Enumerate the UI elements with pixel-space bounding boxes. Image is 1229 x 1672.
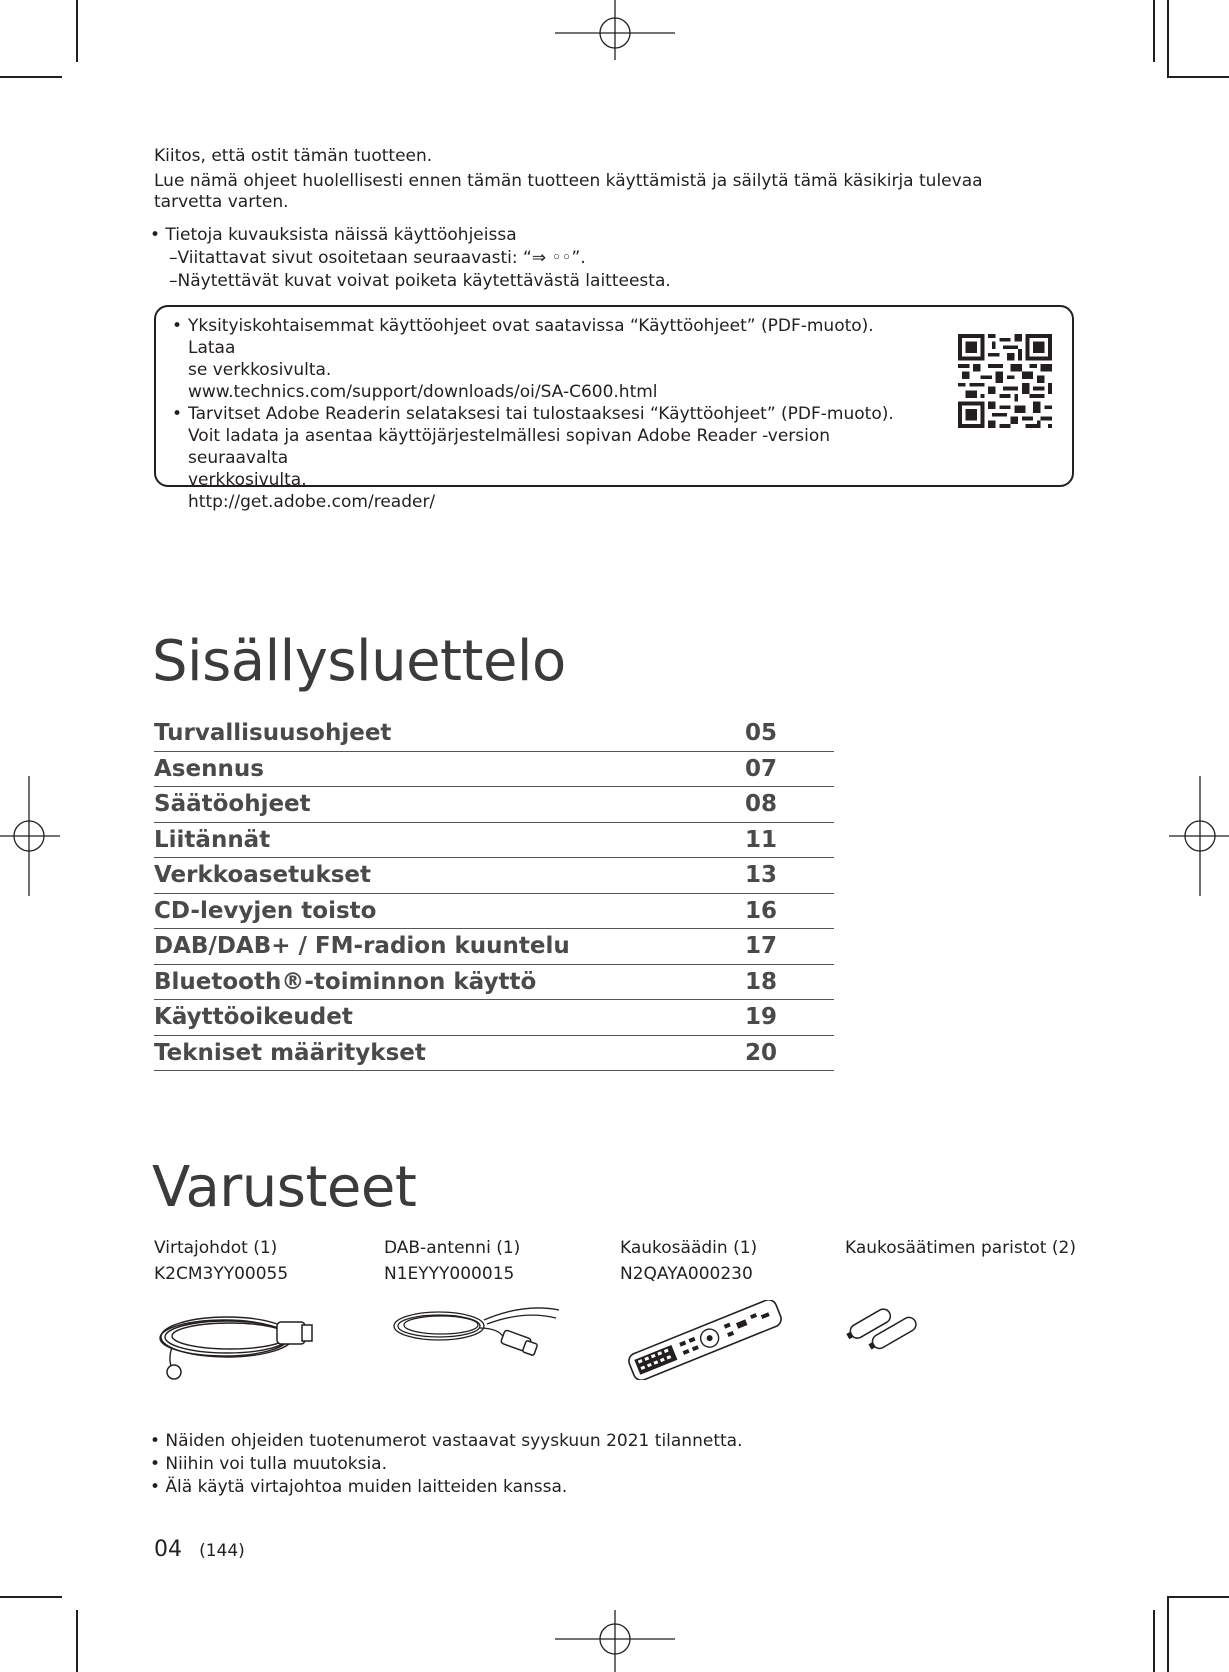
toc-row-saatoohjeet[interactable]: Säätöohjeet 08: [154, 787, 834, 823]
page-footer: [154, 1537, 245, 1562]
accessory-dab-antenna: [384, 1235, 520, 1287]
intro: [154, 146, 1054, 217]
registration-mark-top: [555, 0, 675, 60]
registration-mark-right: [1169, 776, 1229, 896]
toc-row-dab-fm-radio[interactable]: DAB/DAB+ / FM-radion kuuntelu 17: [154, 929, 834, 965]
accessory-code: K2CM3YY00055: [154, 1264, 289, 1284]
accessory-name: DAB-antenni (1): [384, 1238, 521, 1258]
toc-row-verkkoasetukset[interactable]: Verkkoasetukset 13: [154, 858, 834, 894]
note-1: • Näiden ohjeiden tuotenumerot vastaavat syyskuun 2021 tilannetta.: [150, 1431, 743, 1451]
toc-row-liitannat[interactable]: Liitännät 11: [154, 823, 834, 859]
accessory-code: N1EYYY000015: [384, 1264, 515, 1284]
remote-control-icon: [620, 1300, 790, 1380]
manual-url[interactable]: www.technics.com/support/downloads/oi/SA-C600.html: [188, 382, 658, 402]
adobe-url[interactable]: http://get.adobe.com/reader/: [188, 492, 436, 512]
batteries-icon: [845, 1304, 925, 1354]
note-2: • Niihin voi tulla muutoksia.: [150, 1454, 387, 1474]
toc-row-bluetooth[interactable]: Bluetooth®-toiminnon käyttö 18: [154, 965, 834, 1001]
about-descriptions: [150, 224, 1050, 293]
intro-line-1: Kiitos, että ostit tämän tuotteen.: [154, 146, 433, 166]
accessory-remote: [620, 1235, 757, 1287]
toc-row-kayttooikeudet[interactable]: Käyttöoikeudet 19: [154, 1000, 834, 1036]
note-3: • Älä käytä virtajohtoa muiden laitteiden kanssa.: [150, 1477, 568, 1497]
accessory-batteries: [845, 1235, 1076, 1261]
about-item-2: –Näytettävät kuvat voivat poiketa käytettävästä laitteesta.: [169, 271, 671, 291]
intro-line-2: Lue nämä ohjeet huolellisesti ennen tämän tuotteen käyttämistä ja säilytä tämä käsikirja tulevaa tarvetta varten.: [154, 171, 983, 212]
toc-heading: Sisällysluettelo: [152, 629, 566, 694]
toc-row-tekniset-maaritykset[interactable]: Tekniset määritykset 20: [154, 1036, 834, 1072]
toc-row-turvallisuusohjeet[interactable]: Turvallisuusohjeet 05: [154, 716, 834, 752]
info-text: [170, 315, 910, 513]
accessories-heading: Varusteet: [152, 1155, 417, 1220]
toc-row-asennus[interactable]: Asennus 07: [154, 752, 834, 788]
accessory-power-cord: [154, 1235, 288, 1287]
toc-list: [154, 716, 834, 1071]
accessory-name: Kaukosäätimen paristot (2): [845, 1238, 1076, 1258]
registration-mark-left: [0, 776, 60, 896]
page-number: 04: [154, 1537, 182, 1562]
accessory-name: Kaukosäädin (1): [620, 1238, 758, 1258]
info-bullet-1: • Yksityiskohtaisemmat käyttöohjeet ovat saatavissa “Käyttöohjeet” (PDF-muoto). Lataa se verkkosivulta.: [170, 315, 910, 381]
info-bullet-2: • Tarvitset Adobe Readerin selataksesi tai tulostaaksesi “Käyttöohjeet” (PDF-muoto). Voit ladata ja asentaa käyttöjärjestelmällesi sopivan Adobe Reader -version seuraavalta verkkosivulta.: [170, 403, 910, 491]
power-cord-icon: [152, 1292, 322, 1382]
registration-mark-bottom: [555, 1610, 675, 1672]
info-box: [154, 305, 1074, 512]
toc-row-cd-levyjen-toisto[interactable]: CD-levyjen toisto 16: [154, 894, 834, 930]
accessory-name: Virtajohdot (1): [154, 1238, 278, 1258]
qr-code-icon[interactable]: [958, 334, 1052, 428]
about-item-1: –Viitattavat sivut osoitetaan seuraavasti: “⇒ ◦◦”.: [169, 248, 586, 268]
notes: [150, 1430, 742, 1499]
page-total: (144): [199, 1541, 245, 1561]
accessory-code: N2QAYA000230: [620, 1264, 753, 1284]
about-heading: • Tietoja kuvauksista näissä käyttöohjeissa: [150, 225, 517, 245]
dab-antenna-icon: [384, 1298, 564, 1368]
